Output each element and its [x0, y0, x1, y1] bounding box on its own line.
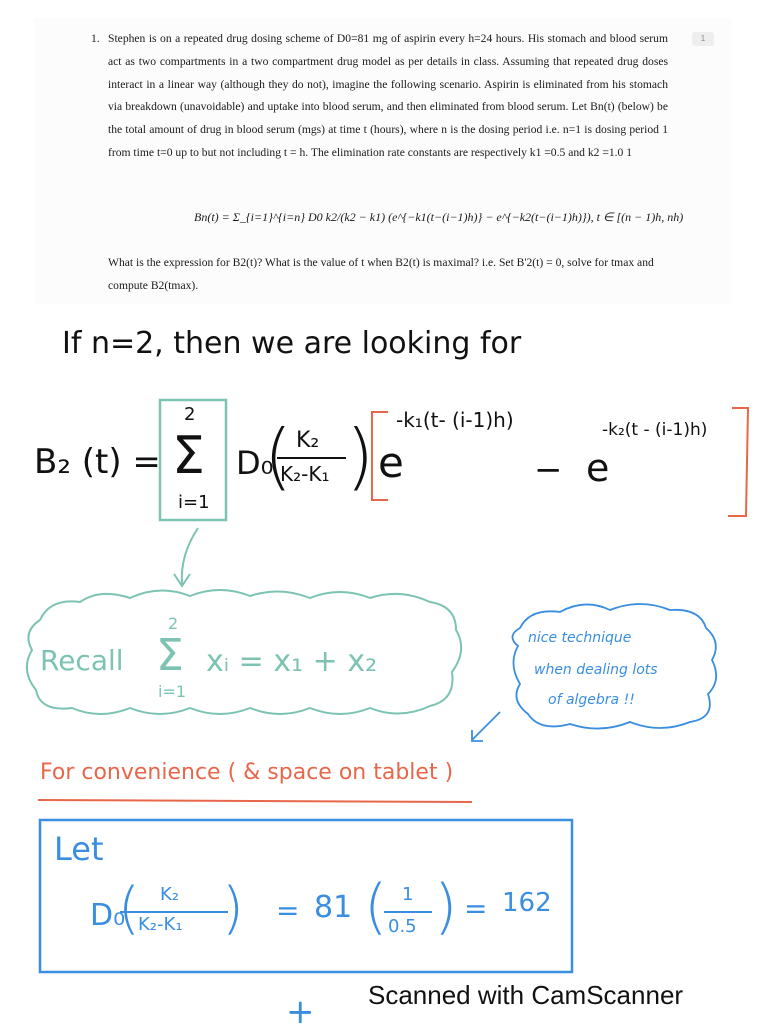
let-frac2-den: 0.5 — [388, 916, 417, 937]
paren-right: ) — [346, 414, 375, 498]
camscanner-watermark: Scanned with CamScanner — [368, 980, 684, 1010]
exponent2: -k₂(t - (i-1)h) — [602, 420, 708, 440]
frac-denominator: K₂-K₁ — [280, 462, 330, 486]
formula: Bn(t) = Σ_{i=1}^{i=n} D0 k2/(k2 − k1) (e^{−k1(t−(i−1)h)} − e^{−k2(t−(i−1)h)}), t ∈ [(n − 1)h, nh) — [194, 210, 684, 224]
minus-sign: − — [534, 450, 563, 490]
let-81: 81 — [314, 890, 353, 925]
note-line-3: of algebra !! — [548, 692, 635, 708]
let-frac-num: K₂ — [160, 884, 180, 905]
let-frac2-num: 1 — [402, 884, 414, 905]
sigma-bottom: i=1 — [178, 492, 210, 513]
paren-left: ( — [264, 414, 293, 498]
problem-number: 1. — [91, 32, 100, 45]
let-frac-den: K₂-K₁ — [138, 914, 183, 935]
let-equals-2: = — [464, 892, 488, 925]
page-badge: 1 — [692, 32, 714, 46]
lhs-b2: B₂ (t) = — [34, 442, 161, 482]
d0: D₀ — [236, 444, 274, 482]
let-paren-right: ) — [222, 876, 244, 941]
let-label: Let — [54, 830, 104, 868]
recall-sigma-icon: Σ — [156, 630, 184, 681]
exp-e1: e — [378, 438, 404, 487]
let-paren-left: ( — [118, 876, 140, 941]
sigma-top: 2 — [184, 404, 196, 425]
recall-expression: xᵢ = x₁ + x₂ — [206, 644, 378, 679]
sigma-icon: Σ — [172, 426, 205, 486]
recall-sigma-top: 2 — [168, 614, 179, 633]
let-d0: D₀ — [90, 898, 126, 933]
frac-numerator: K₂ — [296, 428, 320, 453]
let-paren-right-2: ) — [434, 872, 458, 942]
note-line-2: when dealing lots — [534, 662, 658, 678]
convenience-underline — [38, 800, 472, 802]
note-line-1: nice technique — [528, 630, 632, 646]
exp-e2: e — [586, 446, 610, 490]
blue-arrow — [472, 712, 500, 740]
convenience-line: For convenience ( & space on tablet ) — [40, 760, 454, 785]
intro-line: If n=2, then we are looking for — [62, 326, 522, 361]
problem-body: Stephen is on a repeated drug dosing scheme of D0=81 mg of aspirin every h=24 hours. His stomach and blood serum act as two compartments in a two compartment drug model as per details in class. Assuming that repeated drug doses interact in a linear way (although they do not), imagine the following scenario. Aspirin is eliminated from his stomach via breakdown (unavoidable) and uptake into blood serum, and then eliminated from blood serum. Let Bn(t) (below) be the total amount of drug in blood serum (mgs) at time t (hours), where n is the dosing period i.e. n=1 is dosing period 1 from time t=0 up to but not including t = h. The elimination rate constants are respectively k1 =0.5 and k2 =1.0 1 — [108, 32, 668, 159]
recall-sigma-bottom: i=1 — [158, 682, 187, 701]
right-bracket — [728, 408, 748, 516]
let-paren-left-2: ( — [364, 872, 388, 942]
trailing-plus: + — [286, 992, 315, 1032]
problem-question: What is the expression for B2(t)? What is the value of t when B2(t) is maximal? i.e. Set B'2(t) = 0, solve for tmax and compute B2(tmax). — [108, 256, 654, 292]
recall-label: Recall — [40, 644, 124, 677]
exponent1: -k₁(t- (i-1)h) — [396, 408, 514, 432]
let-result: 162 — [502, 888, 552, 918]
let-equals-1: = — [276, 894, 300, 927]
